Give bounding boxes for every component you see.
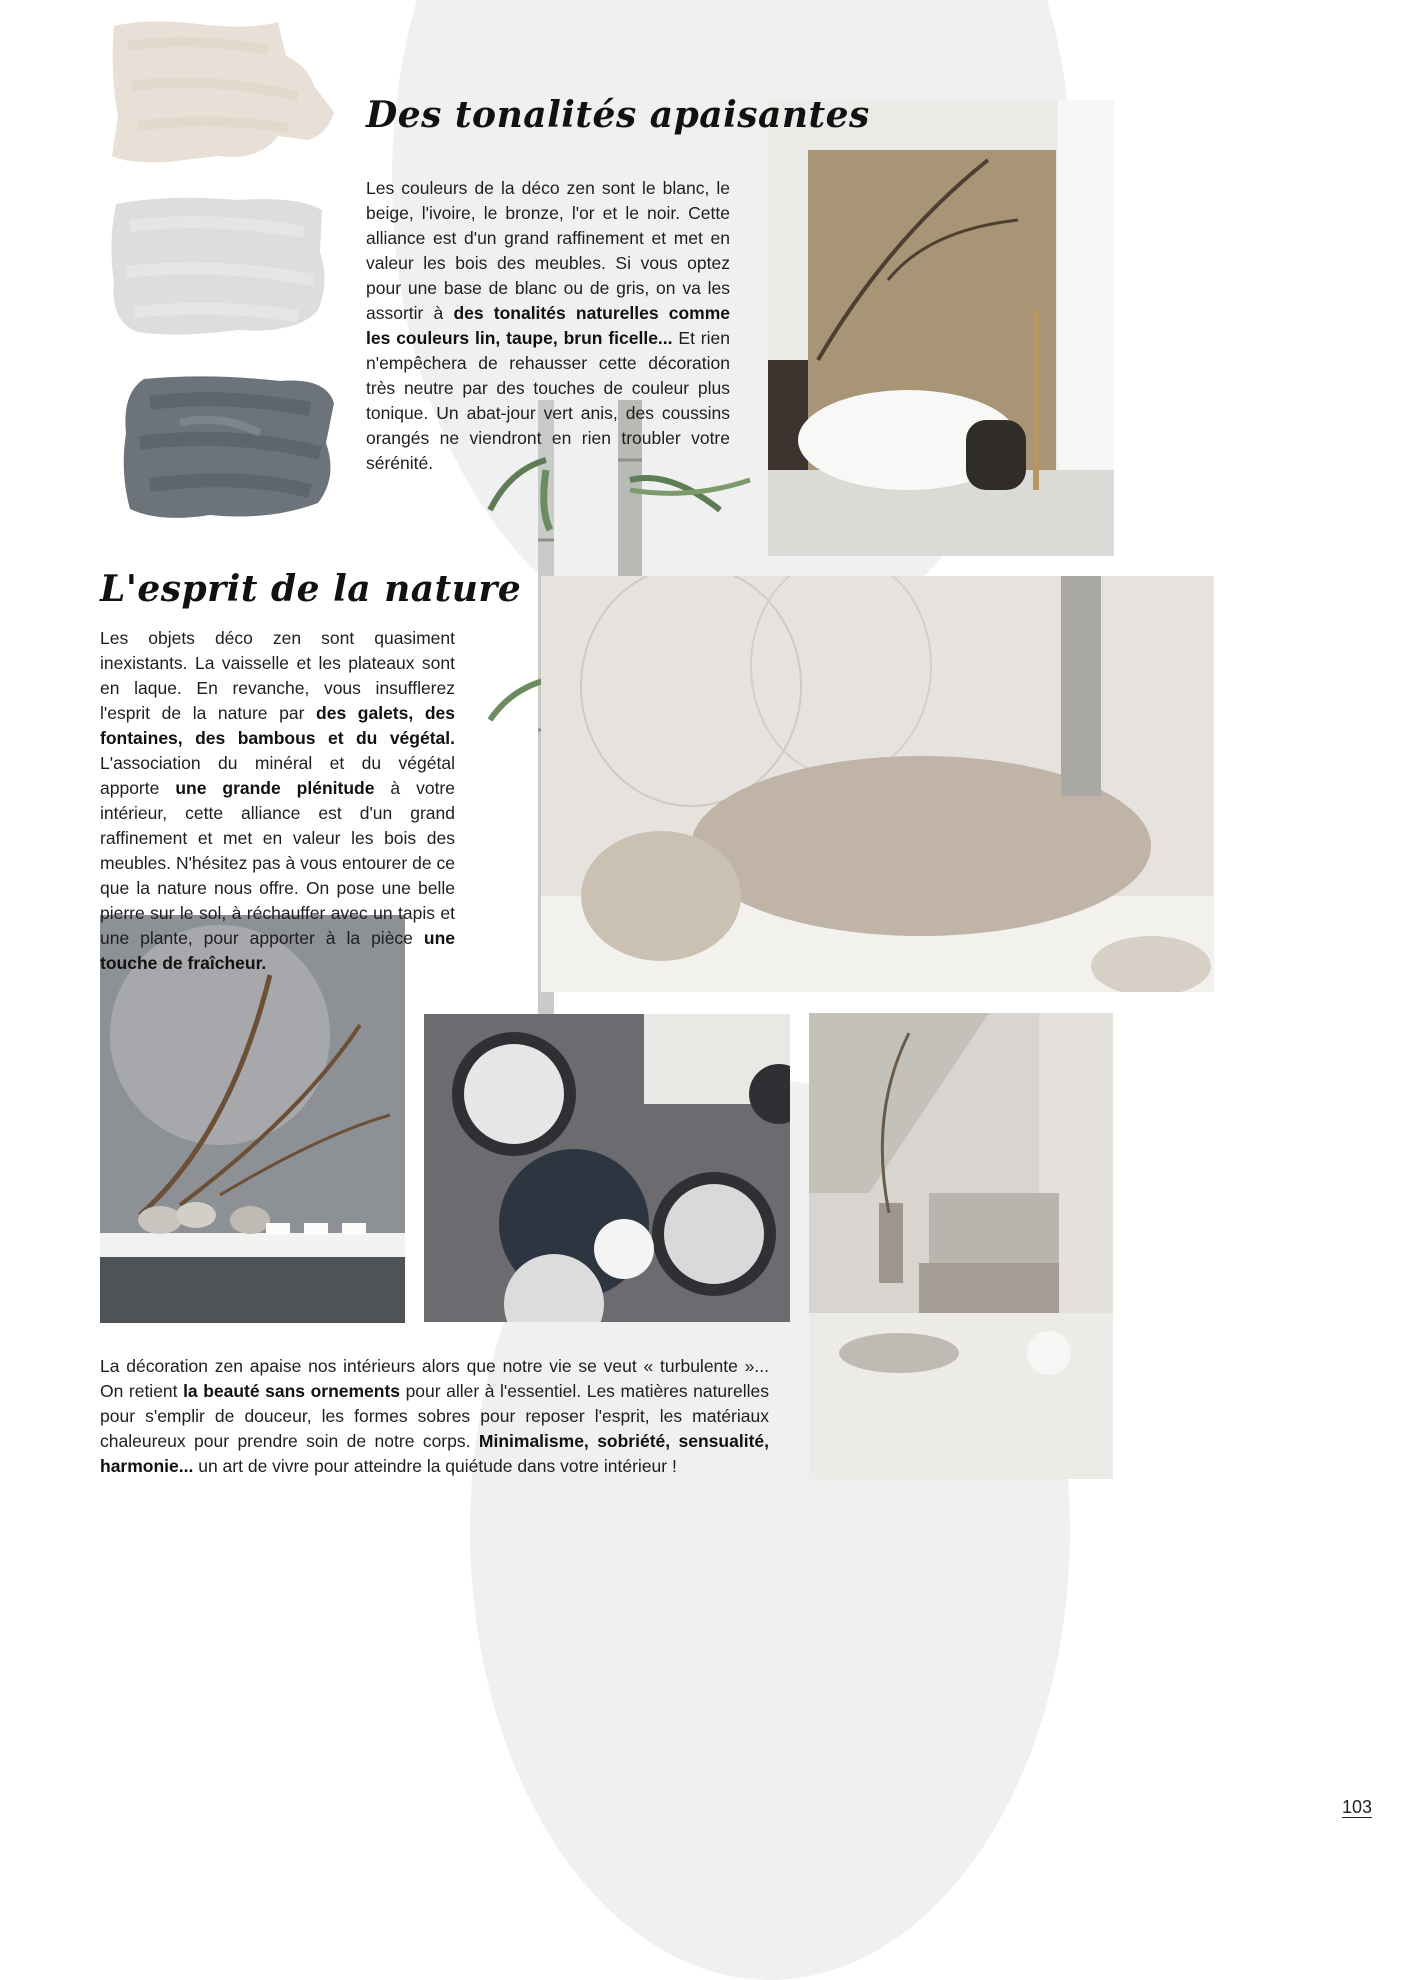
body-text-run: L'association du minéral et du végétal apporte	[100, 753, 455, 798]
body-text-run: à votre intérieur, cette alliance est d'un grand raffinement et met en valeur les bois des meubles. N'hésitez pas à vous entourer de ce que la nature nous offre. On pose une belle pierre sur le sol, à réchauffer avec un tapis et une plante, pour apporter à la pièce	[100, 778, 455, 948]
body-text-run: Et rien n'empêchera de rehausser cette décoration très neutre par des touches de couleur plus tonique. Un abat-jour vert anis, des coussins orangés ne viendront en rien troubler votre sérénité.	[366, 328, 730, 473]
emphasis-text: une grande plénitude	[175, 778, 375, 798]
page-number: 103	[1342, 1797, 1373, 1817]
bathroom-photo	[768, 100, 1114, 556]
body-text-run: La décoration zen apaise nos intérieurs alors que notre vie se veut « turbulente »... On retient	[100, 1356, 769, 1401]
body-text-run: Les couleurs de la déco zen sont le blanc, le beige, l'ivoire, le bronze, l'or et le noir. Cette alliance est d'un grand raffinement et met en valeur les bois des meubles. Si vous optez pour une base de blanc ou de gris, on va les assortir à	[366, 178, 730, 323]
branch-candles-photo	[100, 915, 405, 1323]
emphasis-text: des tonalités naturelles comme les couleurs lin, taupe, brun ficelle...	[366, 303, 730, 348]
paint-swatch-light-grey	[108, 192, 330, 342]
closing-paragraph	[100, 1354, 769, 1479]
pebble-sofa-photo	[541, 576, 1214, 992]
paint-swatch-ivory	[108, 16, 336, 166]
section-body-tonalites	[366, 176, 730, 476]
section-body-nature	[100, 626, 455, 976]
emphasis-text: des galets, des fontaines, des bambous et du végétal.	[100, 703, 455, 748]
patterned-bowls-photo	[424, 1014, 790, 1322]
paint-swatch-slate	[120, 373, 340, 523]
body-text-run: Les objets déco zen sont quasiment inexistants. La vaisselle et les plateaux sont en laque. En revanche, vous insufflerez l'esprit de la nature par	[100, 628, 455, 723]
body-text-run: pour aller à l'essentiel. Les matières naturelles pour s'emplir de douceur, les formes sobres pour reposer l'esprit, les matériaux chaleureux pour prendre soin de notre corps.	[100, 1381, 769, 1451]
body-text-run: un art de vivre pour atteindre la quiétude dans votre intérieur !	[193, 1456, 677, 1476]
emphasis-text: Minimalisme, sobriété, sensualité, harmonie...	[100, 1431, 769, 1476]
daybed-room-photo	[809, 1013, 1113, 1479]
section-heading-nature: L'esprit de la nature	[100, 568, 522, 610]
section-heading-tonalites: Des tonalités apaisantes	[366, 94, 870, 136]
emphasis-text: la beauté sans ornements	[183, 1381, 401, 1401]
emphasis-text: une touche de fraîcheur.	[100, 928, 455, 973]
